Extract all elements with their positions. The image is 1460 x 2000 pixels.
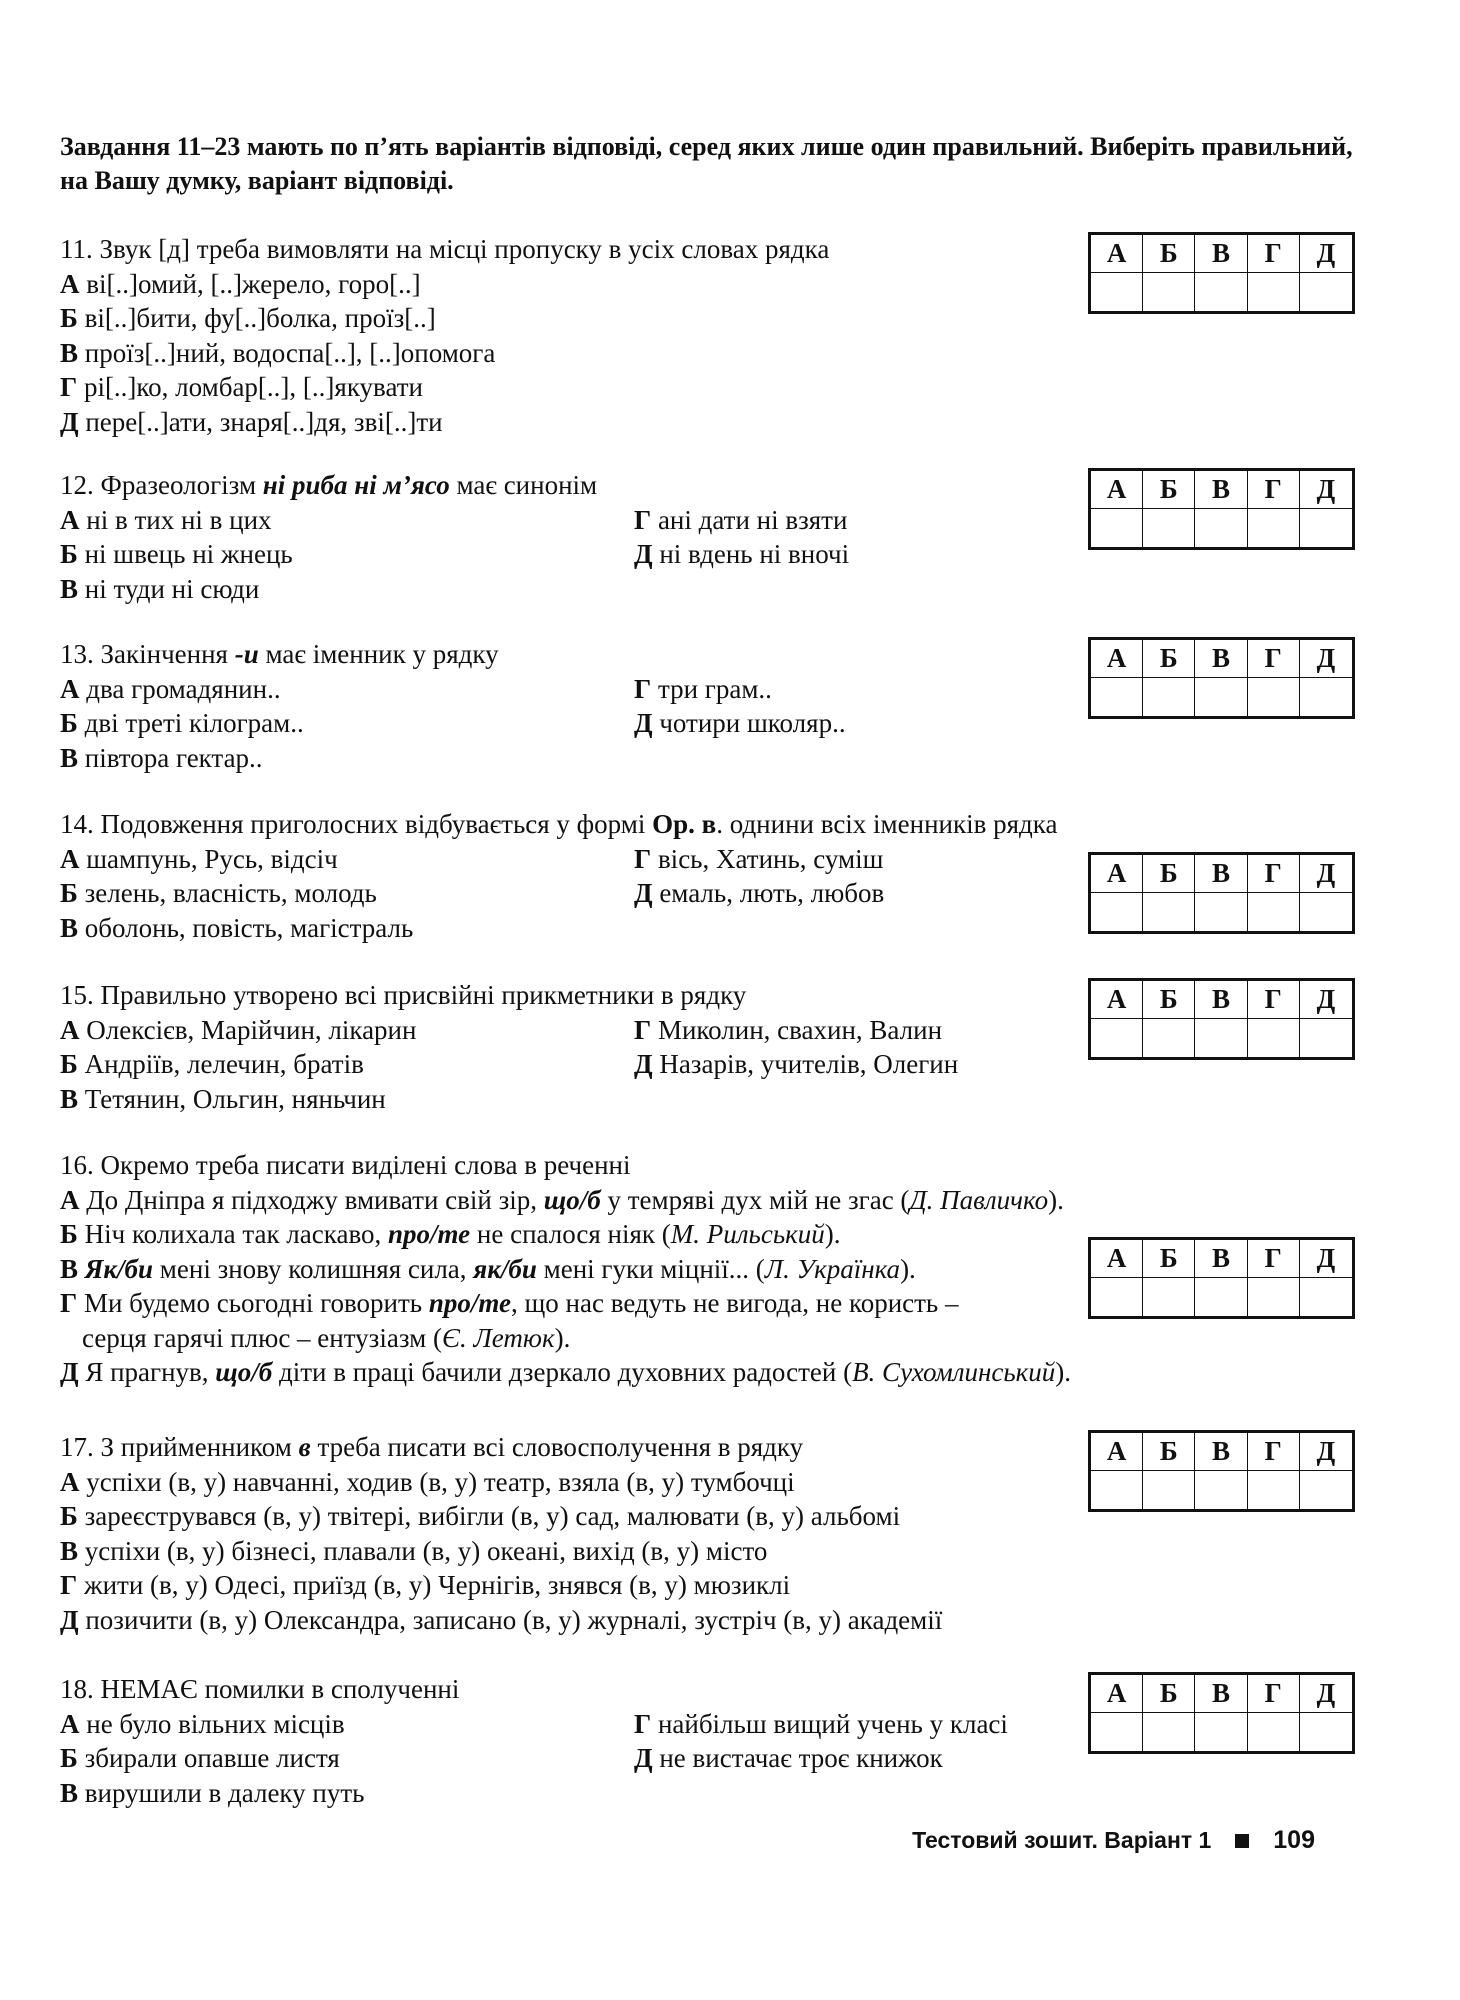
- emphasized-text: Є. Летюк: [441, 1322, 555, 1353]
- text-segment: діти в праці бачили дзеркало духовних радостей (: [272, 1357, 853, 1387]
- answer-cell-Д[interactable]: [1300, 1471, 1352, 1509]
- answer-grid-header: Б: [1143, 235, 1195, 273]
- answer-cell-Д[interactable]: [1300, 678, 1352, 716]
- option-letter: В: [60, 1535, 85, 1566]
- answer-grid-header: В: [1195, 855, 1247, 893]
- option-letter: Б: [60, 878, 85, 908]
- text-segment: ні в тих ні в цих: [86, 504, 272, 535]
- answer-cell-А[interactable]: [1091, 509, 1143, 547]
- text-segment: дві треті кілограм..: [84, 708, 304, 738]
- text-segment: півтора гектар..: [84, 742, 263, 773]
- option-letter: Б: [60, 1049, 85, 1079]
- question-number: 16.: [60, 1150, 101, 1180]
- option-letter: Д: [634, 878, 660, 908]
- text-segment: Я прагнув,: [85, 1357, 216, 1387]
- option-letter: А: [60, 1014, 87, 1045]
- emphasized-text: про/те: [388, 1219, 471, 1249]
- answer-cell-Б[interactable]: [1143, 1471, 1195, 1509]
- answer-cell-Г[interactable]: [1248, 509, 1300, 547]
- option-letter: Б: [60, 1219, 85, 1249]
- text-segment: Окремо треба писати виділені слова в реченні: [100, 1150, 631, 1180]
- answer-grid-header: В: [1195, 1433, 1247, 1471]
- answer-cell-Г[interactable]: [1248, 1471, 1300, 1509]
- text-segment: успіхи (в, у) навчанні, ходив (в, у) театр, взяла (в, у) тумбочці: [86, 1466, 795, 1497]
- answer-grid: [1088, 1237, 1355, 1319]
- question-number: 13.: [60, 639, 101, 669]
- answer-option-Г: [60, 1568, 1370, 1603]
- option-letter: Г: [634, 673, 658, 704]
- answer-cell-А[interactable]: [1091, 1278, 1143, 1316]
- answer-grid-header: Б: [1143, 1433, 1195, 1471]
- text-segment: треба писати всі словосполучення в рядку: [310, 1432, 804, 1462]
- option-letter: А: [60, 1708, 87, 1739]
- text-segment: шампунь, Русь, відсіч: [86, 843, 338, 874]
- answer-option-Д: [634, 706, 846, 741]
- answer-grid-header: В: [1195, 640, 1247, 678]
- answer-grid: [1088, 978, 1355, 1060]
- question-number: 18.: [60, 1674, 101, 1704]
- answer-option-В: [60, 1776, 364, 1811]
- answer-cell-Г[interactable]: [1248, 273, 1300, 311]
- answer-cell-Д[interactable]: [1300, 1713, 1352, 1751]
- text-segment: не було вільних місців: [86, 1708, 345, 1739]
- question-number: 17.: [60, 1432, 101, 1462]
- text-segment: успіхи (в, у) бізнесі, плавали (в, у) океані, вихід (в, у) місто: [84, 1535, 768, 1566]
- answer-grid-header: А: [1091, 981, 1143, 1019]
- emphasized-text: ні риба ні м’ясо: [262, 470, 450, 500]
- options-right: [634, 1707, 1008, 1776]
- emphasized-text: в: [298, 1432, 311, 1462]
- emphasized-text: -и: [234, 639, 259, 669]
- answer-option-Б: [60, 1741, 364, 1776]
- question-16: [60, 1148, 1370, 1390]
- answer-option-Д: [634, 537, 849, 572]
- text-segment: мені гуки міцнії... (: [536, 1253, 765, 1284]
- text-segment: Фразеологізм: [100, 470, 263, 500]
- answer-grid-header: А: [1091, 1433, 1143, 1471]
- option-letter: А: [60, 504, 87, 535]
- text-segment: Ми будемо сьогодні говорить: [83, 1288, 429, 1318]
- question-11: [60, 232, 1370, 439]
- answer-cell-А[interactable]: [1091, 893, 1143, 931]
- answer-grid-header: Г: [1248, 235, 1300, 273]
- answer-cell-В[interactable]: [1195, 509, 1247, 547]
- option-letter: Д: [60, 1604, 86, 1635]
- answer-option-В: [60, 911, 413, 946]
- text-segment: ).: [1055, 1357, 1072, 1387]
- text-segment: серця гарячі плюс – ентузіазм (: [82, 1322, 442, 1353]
- option-letter: А: [60, 1184, 87, 1215]
- page-footer: [912, 1826, 1315, 1855]
- option-letter: А: [60, 673, 87, 704]
- emphasized-text: Д. Павличко: [909, 1184, 1049, 1215]
- emphasized-text: про/те: [428, 1288, 512, 1318]
- question-number: 15.: [60, 980, 101, 1010]
- emphasized-text: як/би: [473, 1253, 537, 1284]
- option-letter: В: [60, 912, 85, 943]
- answer-option-Д: [634, 1741, 1008, 1776]
- answer-option-Б: [60, 1047, 416, 1082]
- text-segment: жити (в, у) Одесі, приїзд (в, у) Чернігів, знявся (в, у) мюзиклі: [83, 1570, 791, 1600]
- question-13: [60, 637, 1370, 773]
- answer-grid-header: Г: [1248, 471, 1300, 509]
- options-left: [60, 842, 413, 946]
- answer-grid: [1088, 1430, 1355, 1512]
- answer-option-Д: [634, 1047, 958, 1082]
- option-letter: Б: [60, 708, 85, 738]
- answer-option-Д: [60, 1355, 1370, 1390]
- options-left: [60, 1707, 364, 1811]
- answer-cell-Б[interactable]: [1143, 1278, 1195, 1316]
- answer-grid-header: Д: [1300, 1675, 1352, 1713]
- answer-option-А: [60, 503, 293, 538]
- text-segment: вирушили в далеку путь: [84, 1777, 365, 1808]
- answer-grid-header: Г: [1248, 855, 1300, 893]
- text-segment: Правильно утворено всі присвійні прикметники в рядку: [100, 980, 747, 1010]
- answer-option-А: [60, 1013, 416, 1048]
- answer-option-В: [60, 1082, 416, 1117]
- emphasized-text: Як/би: [84, 1253, 154, 1284]
- answer-grid-header: В: [1195, 1675, 1247, 1713]
- answer-grid-header: Д: [1300, 235, 1352, 273]
- text-segment: мені знову колишняя сила,: [153, 1253, 474, 1284]
- text-segment: проїз[..]ний, водоспа[..], [..]опомога: [84, 337, 496, 368]
- answer-cell-Б[interactable]: [1143, 678, 1195, 716]
- option-letter: Д: [60, 406, 86, 437]
- answer-cell-Г[interactable]: [1248, 1713, 1300, 1751]
- option-letter: В: [60, 337, 85, 368]
- answer-grid: [1088, 1672, 1355, 1754]
- answer-grid-header: А: [1091, 1675, 1143, 1713]
- option-letter: В: [60, 1083, 85, 1114]
- options-right: [634, 842, 884, 911]
- question-number: 11.: [60, 234, 100, 264]
- text-segment: ні вдень ні вночі: [659, 539, 850, 569]
- text-segment: З прийменником: [100, 1432, 299, 1462]
- text-segment: , що нас ведуть не вигода, не користь –: [511, 1288, 959, 1318]
- page-number: 109: [1273, 1826, 1315, 1854]
- answer-option-Г: [634, 842, 884, 877]
- text-segment: ні швець ні жнець: [84, 539, 293, 569]
- answer-grid-header: Д: [1300, 640, 1352, 678]
- emphasized-text: що/б: [543, 1184, 601, 1215]
- answer-cell-В[interactable]: [1195, 1278, 1247, 1316]
- answer-grid: [1088, 637, 1355, 719]
- answer-grid-header: Г: [1248, 1433, 1300, 1471]
- question-17: [60, 1430, 1370, 1637]
- question-12: [60, 468, 1370, 604]
- options-left: [60, 503, 293, 607]
- answer-option-Д: [60, 1603, 1370, 1638]
- text-segment: Звук [д] треба вимовляти на місці пропуску в усіх словах рядка: [99, 234, 830, 264]
- answer-cell-А[interactable]: [1091, 273, 1143, 311]
- text-segment: ні туди ні сюди: [84, 573, 260, 604]
- text-segment: ).: [1048, 1184, 1064, 1215]
- options-left: [60, 672, 304, 776]
- answer-option-А: [60, 1183, 1370, 1218]
- option-letter: Г: [634, 1708, 658, 1739]
- answer-grid: [1088, 232, 1355, 314]
- answer-grid-header: Г: [1248, 1240, 1300, 1278]
- answer-option-Г: [634, 1707, 1008, 1742]
- options-left: [60, 1013, 416, 1117]
- answer-cell-В[interactable]: [1195, 893, 1247, 931]
- option-letter: А: [60, 1466, 87, 1497]
- text-segment: найбільш вищий учень у класі: [657, 1708, 1008, 1739]
- text-segment: Подовження приголосних відбувається у формі: [100, 809, 653, 839]
- text-segment: має синонім: [449, 470, 598, 500]
- question-number: 12.: [60, 470, 101, 500]
- text-segment: ).: [900, 1253, 916, 1284]
- answer-cell-В[interactable]: [1195, 273, 1247, 311]
- answer-cell-Д[interactable]: [1300, 893, 1352, 931]
- emphasized-text: Ор. в: [652, 809, 717, 839]
- instructions: Завдання 11–23 мають по п’ять варіантів відповіді, серед яких лише один правильний. Виберіть правильний, на Вашу думку, варіант відповіді.: [60, 132, 1353, 195]
- option-letter: А: [60, 268, 87, 299]
- answer-grid-header: В: [1195, 1240, 1247, 1278]
- answer-grid: [1088, 852, 1355, 934]
- options-right: [634, 503, 849, 572]
- answer-grid-header: В: [1195, 471, 1247, 509]
- text-segment: . однини всіх іменників рядка: [716, 809, 1058, 839]
- option-letter: Д: [634, 708, 660, 738]
- text-segment: рі[..]ко, ломбар[..], [..]якувати: [83, 372, 423, 402]
- answer-grid-header: Б: [1143, 640, 1195, 678]
- emphasized-text: що/б: [215, 1357, 273, 1387]
- text-segment: у темряві дух мій не згас (: [600, 1184, 910, 1215]
- answer-grid-header: Б: [1143, 471, 1195, 509]
- text-segment: Назарів, учителів, Олегин: [659, 1049, 959, 1079]
- answer-grid-header: Г: [1248, 640, 1300, 678]
- text-segment: До Дніпра я підходжу вмивати свій зір,: [86, 1184, 544, 1215]
- question-14: [60, 807, 1370, 943]
- answer-option-Б: [60, 706, 304, 741]
- answer-option-В: [60, 1534, 1370, 1569]
- answer-option-А: [60, 842, 413, 877]
- answer-option-Г: [634, 503, 849, 538]
- answer-cell-Г[interactable]: [1248, 1019, 1300, 1057]
- text-segment: не спалося ніяк (: [470, 1219, 671, 1249]
- option-letter: Д: [634, 1049, 660, 1079]
- question-stem: [60, 807, 1370, 842]
- text-segment: Андріїв, лелечин, братів: [84, 1049, 364, 1079]
- answer-grid-header: Д: [1300, 1240, 1352, 1278]
- answer-grid-header: Д: [1300, 855, 1352, 893]
- options-right: [634, 672, 846, 741]
- answer-cell-Д[interactable]: [1300, 273, 1352, 311]
- answer-option-А: [60, 1707, 364, 1742]
- options-right: [634, 1013, 958, 1082]
- answer-cell-Д[interactable]: [1300, 1278, 1352, 1316]
- option-letter: Д: [634, 539, 660, 569]
- option-letter: А: [60, 843, 87, 874]
- answer-cell-В[interactable]: [1195, 678, 1247, 716]
- option-letter: Г: [634, 504, 658, 535]
- text-segment: три грам..: [657, 673, 772, 704]
- text-segment: НЕМАЄ помилки в сполученні: [100, 1674, 460, 1704]
- answer-cell-А[interactable]: [1091, 1019, 1143, 1057]
- answer-grid-header: В: [1195, 981, 1247, 1019]
- text-segment: емаль, лють, любов: [659, 878, 885, 908]
- answer-grid-header: Д: [1300, 471, 1352, 509]
- option-letter: Г: [60, 1288, 84, 1318]
- question-stem: [60, 1148, 1370, 1183]
- text-segment: ві[..]бити, фу[..]болка, проїз[..]: [84, 303, 436, 333]
- answer-option-А: [60, 672, 304, 707]
- option-letter: Г: [634, 1014, 658, 1045]
- answer-cell-В[interactable]: [1195, 1019, 1247, 1057]
- answer-option-Г: [60, 370, 1370, 405]
- answer-option-Д: [634, 876, 884, 911]
- answer-grid-header: А: [1091, 640, 1143, 678]
- answer-grid-header: Б: [1143, 855, 1195, 893]
- answer-grid-header: А: [1091, 471, 1143, 509]
- text-segment: оболонь, повість, магістраль: [84, 912, 414, 943]
- answer-cell-В[interactable]: [1195, 1713, 1247, 1751]
- text-segment: ані дати ні взяти: [657, 504, 848, 535]
- text-segment: має іменник у рядку: [258, 639, 499, 669]
- answer-cell-Б[interactable]: [1143, 273, 1195, 311]
- question-18: [60, 1672, 1370, 1808]
- option-letter: Б: [60, 303, 85, 333]
- option-letter: Г: [60, 1570, 84, 1600]
- answer-grid-header: А: [1091, 235, 1143, 273]
- text-segment: зареєструвався (в, у) твітері, вибігли (в, у) сад, малювати (в, у) альбомі: [84, 1501, 901, 1531]
- answer-cell-Б[interactable]: [1143, 1713, 1195, 1751]
- answer-grid-header: Д: [1300, 981, 1352, 1019]
- answer-option-В: [60, 741, 304, 776]
- answer-grid: [1088, 468, 1355, 550]
- option-letter: Д: [634, 1743, 660, 1773]
- answer-cell-Б[interactable]: [1143, 1019, 1195, 1057]
- option-letter: Д: [60, 1357, 86, 1387]
- answer-cell-Г[interactable]: [1248, 893, 1300, 931]
- option-letter: Г: [634, 843, 658, 874]
- answer-grid-header: Б: [1143, 981, 1195, 1019]
- square-bullet-icon: [1235, 1834, 1249, 1848]
- text-segment: ві[..]омий, [..]жерело, горо[..]: [86, 268, 421, 299]
- answer-option-Б: [60, 876, 413, 911]
- answer-cell-Б[interactable]: [1143, 893, 1195, 931]
- option-letter: В: [60, 1253, 85, 1284]
- answer-grid-header: Б: [1143, 1240, 1195, 1278]
- answer-option-Г: [634, 1013, 958, 1048]
- text-segment: Миколин, свахин, Валин: [657, 1014, 943, 1045]
- option-letter: В: [60, 573, 85, 604]
- answer-cell-Г[interactable]: [1248, 1278, 1300, 1316]
- answer-option-В: [60, 572, 293, 607]
- option-letter: В: [60, 742, 85, 773]
- emphasized-text: Л. Українка: [764, 1253, 901, 1284]
- option-letter: Г: [60, 372, 84, 402]
- answer-cell-Д[interactable]: [1300, 1019, 1352, 1057]
- text-segment: позичити (в, у) Олександра, записано (в, у) журналі, зустріч (в, у) академії: [85, 1604, 943, 1635]
- answer-grid-header: А: [1091, 855, 1143, 893]
- answer-cell-А[interactable]: [1091, 1713, 1143, 1751]
- option-letter: Б: [60, 1501, 85, 1531]
- answer-grid-header: Д: [1300, 1433, 1352, 1471]
- answer-grid-header: Б: [1143, 1675, 1195, 1713]
- text-segment: Тетянин, Ольгин, няньчин: [84, 1083, 386, 1114]
- answer-cell-А[interactable]: [1091, 1471, 1143, 1509]
- text-segment: Ніч колихала так ласкаво,: [84, 1219, 389, 1249]
- answer-grid-header: В: [1195, 235, 1247, 273]
- answer-option-Г: [634, 672, 846, 707]
- answer-cell-В[interactable]: [1195, 1471, 1247, 1509]
- text-segment: не вистачає троє книжок: [659, 1743, 943, 1773]
- option-letter: Б: [60, 539, 85, 569]
- text-segment: ).: [824, 1219, 841, 1249]
- text-segment: пере[..]ати, знаря[..]дя, зві[..]ти: [85, 406, 443, 437]
- option-letter: Б: [60, 1743, 85, 1773]
- answer-cell-А[interactable]: [1091, 678, 1143, 716]
- text-segment: вісь, Хатинь, суміш: [657, 843, 884, 874]
- question-number: 14.: [60, 809, 101, 839]
- text-segment: зелень, власність, молодь: [84, 878, 377, 908]
- answer-option-Д: [60, 405, 1370, 440]
- emphasized-text: М. Рильський: [670, 1219, 825, 1249]
- answer-cell-Б[interactable]: [1143, 509, 1195, 547]
- answer-cell-Г[interactable]: [1248, 678, 1300, 716]
- option-continuation: [60, 1321, 1370, 1356]
- answer-cell-Д[interactable]: [1300, 509, 1352, 547]
- text-segment: два громадянин..: [86, 673, 281, 704]
- answer-grid-header: Г: [1248, 1675, 1300, 1713]
- emphasized-text: В. Сухомлинський: [852, 1357, 1056, 1387]
- text-segment: ).: [554, 1322, 571, 1353]
- answer-grid-header: Г: [1248, 981, 1300, 1019]
- text-segment: Олексієв, Марійчин, лікарин: [86, 1014, 417, 1045]
- option-letter: В: [60, 1777, 85, 1808]
- answer-option-Б: [60, 537, 293, 572]
- answer-option-В: [60, 336, 1370, 371]
- question-15: [60, 978, 1370, 1114]
- answer-grid-header: А: [1091, 1240, 1143, 1278]
- text-segment: збирали опавше листя: [84, 1743, 340, 1773]
- text-segment: чотири школяр..: [659, 708, 846, 738]
- footer-title: Тестовий зошит. Варіант 1: [912, 1827, 1212, 1853]
- text-segment: Закінчення: [100, 639, 235, 669]
